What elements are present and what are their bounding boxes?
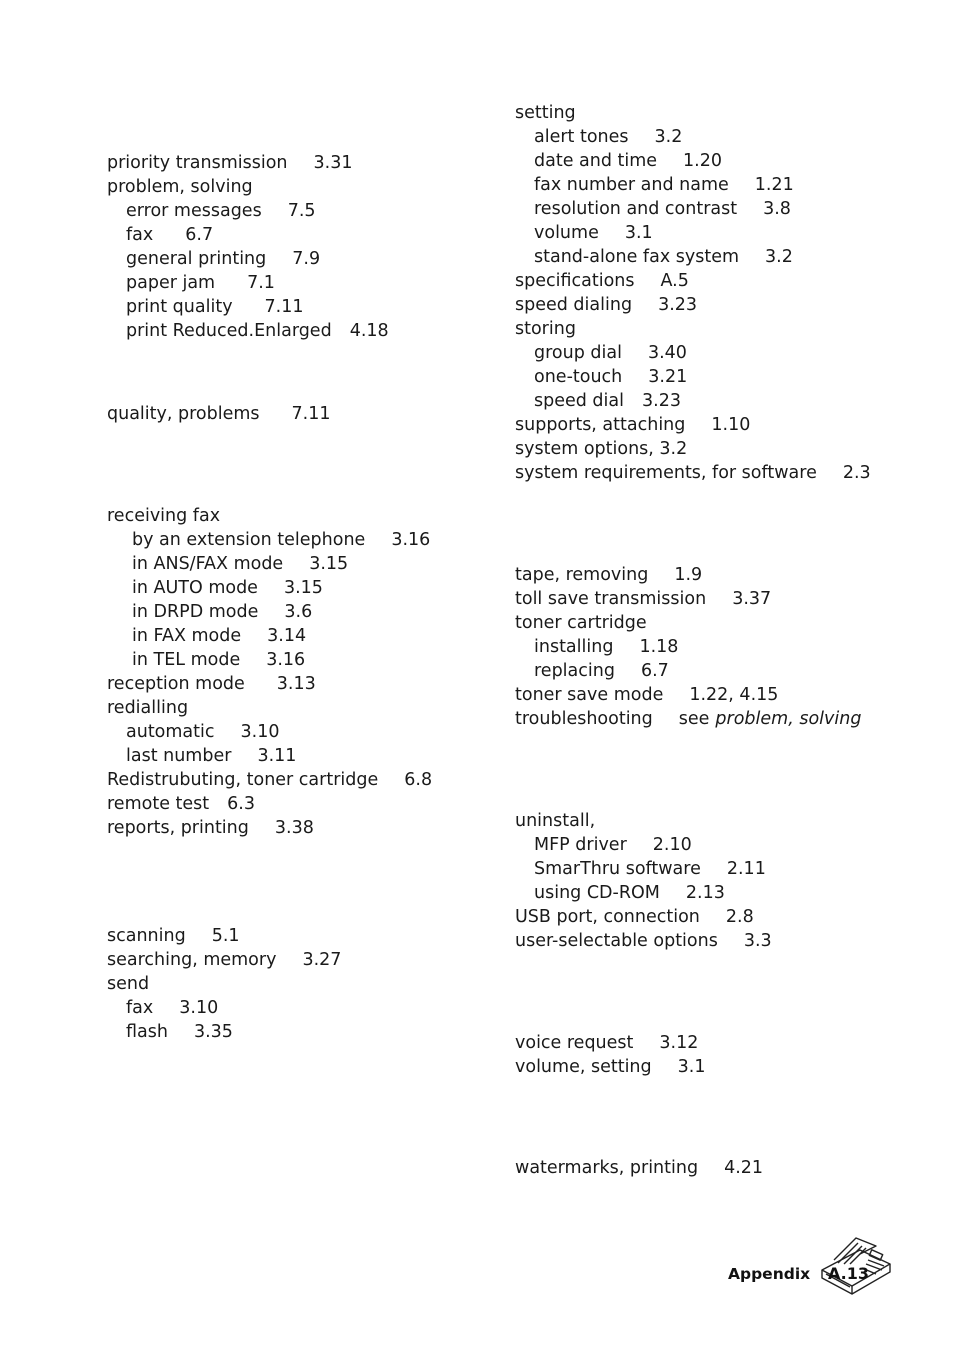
index-page-ref: 1.10 xyxy=(711,415,751,435)
index-term: resolution and contrast xyxy=(534,199,738,219)
index-page-ref: 2.13 xyxy=(685,883,725,903)
index-page-ref: 1.9 xyxy=(674,565,703,585)
index-entry xyxy=(107,402,331,426)
index-entry xyxy=(515,683,778,707)
index-entry xyxy=(515,1055,705,1079)
index-page-ref: 3.16 xyxy=(266,650,306,670)
index-term: in ANS/FAX mode xyxy=(132,554,284,574)
index-entry xyxy=(126,319,389,343)
index-entry xyxy=(132,576,323,600)
index-page-ref: 2.11 xyxy=(726,859,766,879)
index-term: alert tones xyxy=(534,127,629,147)
index-term: remote test xyxy=(107,794,210,814)
index-entry xyxy=(515,413,750,437)
index-page-ref: 3.6 xyxy=(284,602,313,622)
index-entry xyxy=(107,972,149,996)
index-page-ref: 7.5 xyxy=(287,201,316,221)
index-term: volume xyxy=(534,223,599,243)
index-term: speed dialing xyxy=(515,295,633,315)
index-term: tape, removing xyxy=(515,565,649,585)
index-page-ref: 3.10 xyxy=(179,998,219,1018)
index-term: problem, solving xyxy=(107,177,253,197)
index-term: scanning xyxy=(107,926,186,946)
index-page-ref: 3.8 xyxy=(763,199,791,219)
index-entry xyxy=(132,648,305,672)
index-term: system options, 3.2 xyxy=(515,439,688,459)
index-term: print quality xyxy=(126,297,233,317)
page-number: A.13 xyxy=(828,1264,870,1283)
index-entry xyxy=(534,125,682,149)
index-page-ref: 6.8 xyxy=(404,770,433,790)
index-entry xyxy=(515,929,772,953)
index-term: priority transmission xyxy=(107,153,288,173)
index-page-ref: 1.18 xyxy=(639,637,679,657)
index-term: volume, setting xyxy=(515,1057,652,1077)
index-entry xyxy=(534,833,692,857)
index-term: in FAX mode xyxy=(132,626,242,646)
index-entry xyxy=(126,295,304,319)
index-page-ref: A.5 xyxy=(660,271,689,291)
index-term: supports, attaching xyxy=(515,415,686,435)
index-term: searching, memory xyxy=(107,950,277,970)
index-page-ref: 3.2 xyxy=(765,247,793,267)
index-page-ref: 3.12 xyxy=(659,1033,699,1053)
index-entry xyxy=(107,924,240,948)
index-term: fax xyxy=(126,225,154,245)
index-term: using CD-ROM xyxy=(534,883,660,903)
index-entry xyxy=(534,857,766,881)
index-page-ref: 1.20 xyxy=(683,151,723,171)
footer-label: Appendix xyxy=(728,1265,811,1283)
index-term: setting xyxy=(515,103,576,123)
index-page-ref: 3.31 xyxy=(313,153,353,173)
index-term: troubleshooting xyxy=(515,709,653,729)
index-term: voice request xyxy=(515,1033,634,1053)
index-term: general printing xyxy=(126,249,267,269)
index-page-ref: 3.27 xyxy=(302,950,342,970)
index-page-ref: 7.11 xyxy=(291,404,331,424)
index-entry xyxy=(126,720,279,744)
index-page-ref: 3.3 xyxy=(743,931,772,951)
index-entry xyxy=(107,151,352,175)
index-term: Redistrubuting, toner cartridge xyxy=(107,770,379,790)
index-entry xyxy=(126,223,213,247)
index-entry xyxy=(132,528,430,552)
index-page-ref: 1.21 xyxy=(754,175,794,195)
index-page-ref: 3.16 xyxy=(391,530,431,550)
index-entry xyxy=(515,293,697,317)
index-term: toll save transmission xyxy=(515,589,707,609)
index-page-ref: 6.7 xyxy=(185,225,214,245)
index-term: date and time xyxy=(534,151,658,171)
index-entry xyxy=(132,552,348,576)
index-term: USB port, connection xyxy=(515,907,700,927)
index-entry xyxy=(126,996,218,1020)
index-entry xyxy=(534,149,722,173)
index-term: specifications xyxy=(515,271,635,291)
index-page-ref: 3.10 xyxy=(240,722,280,742)
index-entry xyxy=(126,247,320,271)
index-term: in TEL mode xyxy=(132,650,241,670)
index-term: redialling xyxy=(107,698,189,718)
index-entry xyxy=(515,587,771,611)
index-entry xyxy=(107,504,220,528)
index-entry xyxy=(534,173,794,197)
index-entry xyxy=(107,792,255,816)
index-term: SmarThru software xyxy=(534,859,701,879)
index-term: flash xyxy=(126,1022,168,1042)
index-term: quality, problems xyxy=(107,404,260,424)
index-page-ref: 3.37 xyxy=(732,589,772,609)
index-entry xyxy=(126,1020,233,1044)
index-term: storing xyxy=(515,319,576,339)
index-entry xyxy=(126,744,296,768)
index-page-ref: 2.8 xyxy=(725,907,754,927)
index-term: one-touch xyxy=(534,367,623,387)
index-entry xyxy=(515,611,647,635)
index-page-ref: 6.7 xyxy=(640,661,669,681)
index-entry xyxy=(515,437,687,461)
index-entry xyxy=(107,816,314,840)
index-term: watermarks, printing xyxy=(515,1158,699,1178)
index-entry xyxy=(107,768,432,792)
index-page-ref: 3.2 xyxy=(654,127,683,147)
index-page-ref: 3.35 xyxy=(193,1022,233,1042)
index-entry xyxy=(515,101,576,125)
index-term: reception mode xyxy=(107,674,245,694)
index-entry xyxy=(534,365,687,389)
index-entry xyxy=(515,461,871,485)
index-page-ref: see xyxy=(678,709,710,729)
index-page-ref: 1.22, 4.15 xyxy=(689,685,779,705)
index-term: paper jam xyxy=(126,273,216,293)
index-term: receiving fax xyxy=(107,506,221,526)
index-term: automatic xyxy=(126,722,215,742)
index-term: error messages xyxy=(126,201,262,221)
index-entry xyxy=(132,600,312,624)
index-term: toner cartridge xyxy=(515,613,647,633)
index-term: print Reduced.Enlarged xyxy=(126,321,332,341)
index-entry xyxy=(534,881,725,905)
index-entry xyxy=(515,269,689,293)
index-entry xyxy=(107,175,253,199)
index-term: stand-alone fax system xyxy=(534,247,740,267)
index-page-ref: 6.3 xyxy=(227,794,255,814)
index-term: by an extension telephone xyxy=(132,530,366,550)
index-term: reports, printing xyxy=(107,818,249,838)
index-entry xyxy=(534,245,793,269)
index-entry xyxy=(515,1031,698,1055)
index-term: send xyxy=(107,974,150,994)
index-entry xyxy=(515,317,576,341)
index-page-ref: 2.3 xyxy=(842,463,871,483)
index-page-ref: 3.11 xyxy=(257,746,297,766)
index-page-ref: 4.21 xyxy=(724,1158,764,1178)
index-term: fax number and name xyxy=(534,175,729,195)
index-page-ref: 3.23 xyxy=(658,295,698,315)
index-page-ref: 3.40 xyxy=(647,343,687,363)
index-entry xyxy=(515,1156,763,1180)
index-page-ref: 4.18 xyxy=(349,321,389,341)
index-page-ref: 3.15 xyxy=(309,554,349,574)
index-entry xyxy=(107,948,341,972)
index-term: in DRPD mode xyxy=(132,602,259,622)
index-entry xyxy=(534,389,681,413)
index-entry xyxy=(132,624,306,648)
index-term: fax xyxy=(126,998,154,1018)
index-term: installing xyxy=(534,637,614,657)
index-term: speed dial xyxy=(534,391,624,411)
index-entry xyxy=(534,197,791,221)
index-entry xyxy=(534,635,678,659)
index-page-ref: 3.1 xyxy=(677,1057,706,1077)
index-term: uninstall, xyxy=(515,811,596,831)
index-entry xyxy=(515,905,754,929)
index-entry xyxy=(534,221,653,245)
index-entry xyxy=(534,659,669,683)
index-entry xyxy=(534,341,687,365)
index-page-ref: 3.14 xyxy=(267,626,307,646)
index-term: toner save mode xyxy=(515,685,664,705)
index-page-ref: 7.1 xyxy=(247,273,275,293)
index-page-ref: 3.1 xyxy=(624,223,653,243)
index-page-ref: 5.1 xyxy=(211,926,240,946)
index-entry xyxy=(107,696,188,720)
index-term: group dial xyxy=(534,343,622,363)
index-page-ref: 7.9 xyxy=(292,249,321,269)
index-term: in AUTO mode xyxy=(132,578,258,598)
index-page-ref: 3.21 xyxy=(648,367,688,387)
index-term: system requirements, for software xyxy=(515,463,817,483)
index-see-reference: problem, solving xyxy=(715,709,862,729)
index-entry xyxy=(126,199,316,223)
index-page-ref: 7.11 xyxy=(264,297,304,317)
index-page-ref: 3.15 xyxy=(283,578,323,598)
index-page-ref: 2.10 xyxy=(652,835,692,855)
index-term: replacing xyxy=(534,661,615,681)
index-page-ref: 3.23 xyxy=(642,391,681,411)
index-term: MFP driver xyxy=(534,835,627,855)
index-entry xyxy=(515,707,861,731)
index-entry xyxy=(107,672,316,696)
index-page-ref: 3.13 xyxy=(276,674,316,694)
index-entry xyxy=(515,809,595,833)
index-term: user-selectable options xyxy=(515,931,718,951)
index-entry xyxy=(126,271,275,295)
index-term: last number xyxy=(126,746,232,766)
index-page-ref: 3.38 xyxy=(274,818,314,838)
index-entry xyxy=(515,563,702,587)
